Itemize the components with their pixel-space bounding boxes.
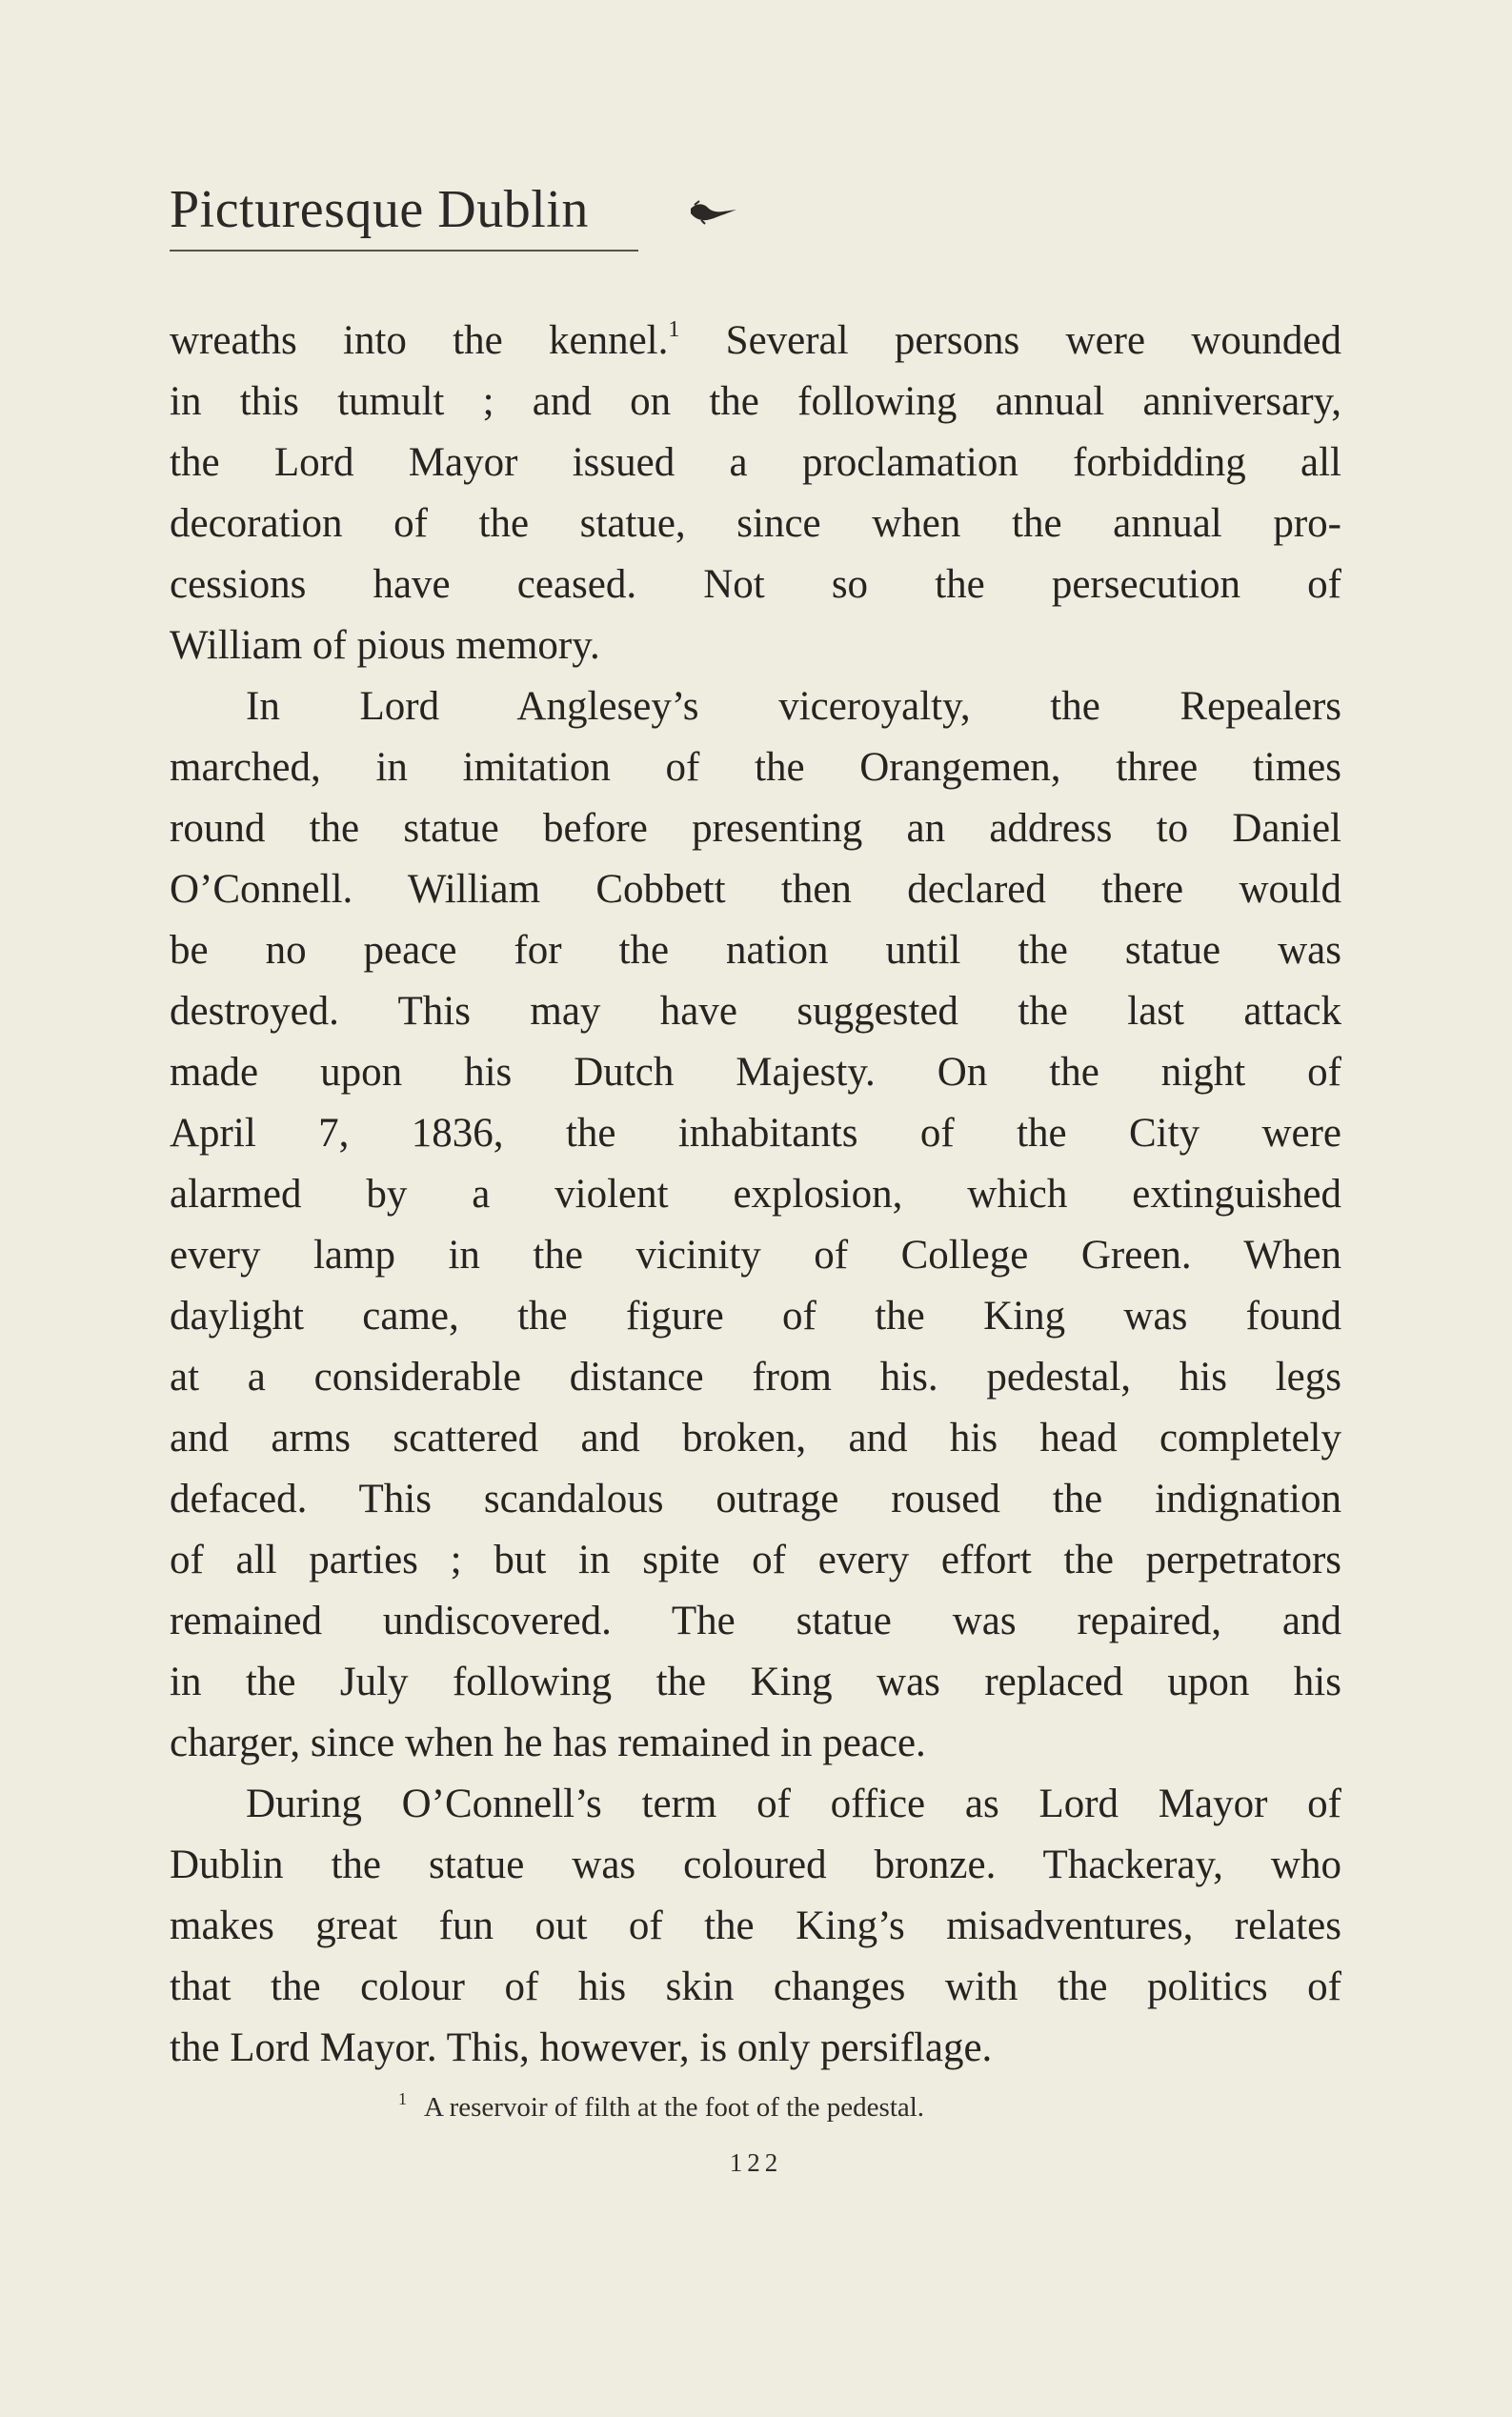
footnote-text: A reservoir of filth at the foot of the pedestal. xyxy=(424,2092,925,2123)
text-line: the Lord Mayor. This, however, is only persiflage. xyxy=(170,2025,993,2070)
text-line: alarmed by a violent explosion, which extinguished xyxy=(170,1172,1341,1217)
footnote xyxy=(398,2088,924,2126)
text-line: cessions have ceased. Not so the persecution of xyxy=(170,562,1341,607)
paragraph xyxy=(170,311,1341,676)
text-line: of all parties ; but in spite of every effort the perpetrators xyxy=(170,1538,1341,1582)
text-line: William of pious memory. xyxy=(170,623,600,668)
text-segment: wreaths into the kennel. xyxy=(170,318,669,363)
text-line: at a considerable distance from his. pedestal, his legs xyxy=(170,1355,1341,1400)
paragraph xyxy=(170,676,1341,1774)
body-text xyxy=(170,311,1341,2079)
text-line: every lamp in the vicinity of College Green. When xyxy=(170,1233,1341,1278)
text-line: April 7, 1836, the inhabitants of the City were xyxy=(170,1111,1341,1156)
header-rule xyxy=(170,250,638,252)
text-line: charger, since when he has remained in peace. xyxy=(170,1721,926,1765)
text-line: makes great fun out of the King’s misadventures, relates xyxy=(170,1903,1341,1948)
text-line: During O’Connell’s term of office as Lord Mayor of xyxy=(246,1782,1341,1826)
text-line: that the colour of his skin changes with the politics of xyxy=(170,1964,1341,2009)
text-line: destroyed. This may have suggested the last attack xyxy=(170,989,1341,1034)
running-head xyxy=(170,171,760,248)
text-line: remained undiscovered. The statue was repaired, and xyxy=(170,1599,1341,1643)
text-line: in the July following the King was replaced upon his xyxy=(170,1660,1341,1704)
paragraph xyxy=(170,1774,1341,2079)
text-line: decoration of the statue, since when the annual pro- xyxy=(170,501,1341,546)
text-line: the Lord Mayor issued a proclamation forbidding all xyxy=(170,440,1341,485)
text-line: round the statue before presenting an address to Daniel xyxy=(170,806,1341,851)
footnote-reference: 1 xyxy=(668,317,680,342)
text-line xyxy=(170,311,1341,372)
page-number: 122 xyxy=(729,2148,783,2177)
text-line: In Lord Anglesey’s viceroyalty, the Repealers xyxy=(246,684,1341,729)
text-line: in this tumult ; and on the following annual anniversary, xyxy=(170,379,1341,424)
running-title: Picturesque Dublin xyxy=(170,180,589,239)
text-segment: Several persons were wounded xyxy=(679,318,1341,363)
text-line: O’Connell. William Cobbett then declared there would xyxy=(170,867,1341,912)
footnote-marker: 1 xyxy=(398,2089,407,2108)
text-line: marched, in imitation of the Orangemen, three times xyxy=(170,745,1341,790)
text-line: made upon his Dutch Majesty. On the night of xyxy=(170,1050,1341,1095)
text-line: be no peace for the nation until the statue was xyxy=(170,928,1341,973)
text-line: defaced. This scandalous outrage roused the indignation xyxy=(170,1477,1341,1521)
text-line: Dublin the statue was coloured bronze. Thackeray, who xyxy=(170,1843,1341,1887)
pointing-hand-icon xyxy=(689,200,738,225)
text-line: and arms scattered and broken, and his head completely xyxy=(170,1416,1341,1460)
text-line: daylight came, the figure of the King was found xyxy=(170,1294,1341,1339)
